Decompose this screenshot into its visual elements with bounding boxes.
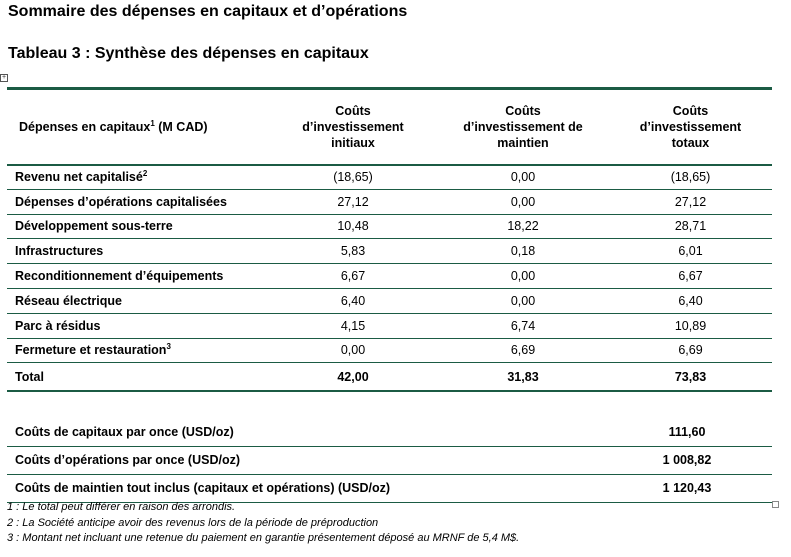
- table-row: Reconditionnement d’équipements 6,67 0,00 6,67: [7, 264, 772, 289]
- footnotes: [7, 500, 519, 547]
- table-resize-handle-icon[interactable]: [772, 501, 779, 508]
- table-row: Parc à résidus 4,15 6,74 10,89: [7, 313, 772, 338]
- header-initial-costs: Coûts d’investissement initiaux: [269, 89, 437, 165]
- footnote-ref: 2: [142, 168, 148, 178]
- footnote-ref: 3: [166, 342, 171, 352]
- header-expense-label: Dépenses en capitaux: [19, 119, 151, 134]
- footnote-3: 3 : Montant net incluant une retenue du paiement en garantie présentement déposé au MRNF de 5,4 M$.: [7, 532, 520, 544]
- summary-row: Coûts de capitaux par once (USD/oz) 111,60: [7, 418, 772, 446]
- footnote-2: 2 : La Société anticipe avoir des revenus lors de la période de préproduction: [7, 516, 379, 529]
- per-ounce-summary-table: [7, 418, 772, 503]
- table-row: Revenu net capitalisé$^2$ (18,65) 0,00 (18,65): [7, 165, 772, 190]
- summary-row: Coûts d’opérations par once (USD/oz) 1 008,82: [7, 446, 772, 474]
- summary-row: Coûts de maintien tout inclus (capitaux et opérations) (USD/oz) 1 120,43: [7, 474, 772, 502]
- document-title: Sommaire des dépenses en capitaux et d’opérations: [8, 3, 408, 20]
- table-row: Dépenses d’opérations capitalisées 27,12 0,00 27,12: [7, 189, 772, 214]
- footnote-ref: 1: [150, 118, 155, 128]
- table-row: Infrastructures 5,83 0,18 6,01: [7, 239, 772, 264]
- header-total-costs: Coûts d’investissement totaux: [609, 89, 772, 165]
- capex-table: [7, 87, 772, 392]
- table-move-anchor-icon[interactable]: +: [1, 74, 7, 81]
- header-sustaining-costs: Coûts d’investissement de maintien: [437, 89, 609, 165]
- table-header-row: [7, 89, 772, 165]
- header-expense-unit: (M CAD): [154, 119, 208, 134]
- table-row: Fermeture et restauration$^3$ 0,00 6,69 6,69: [7, 338, 772, 363]
- total-row: Total 42,00 31,83 73,83: [7, 363, 772, 391]
- footnote-1: 1 : Le total peut différer en raison des arrondis.: [7, 501, 236, 513]
- table-row: Développement sous-terre 10,48 18,22 28,71: [7, 214, 772, 239]
- header-expense-category: [7, 89, 269, 165]
- table-row: Réseau électrique 6,40 0,00 6,40: [7, 288, 772, 313]
- table-title: Tableau 3 : Synthèse des dépenses en capitaux: [8, 45, 369, 62]
